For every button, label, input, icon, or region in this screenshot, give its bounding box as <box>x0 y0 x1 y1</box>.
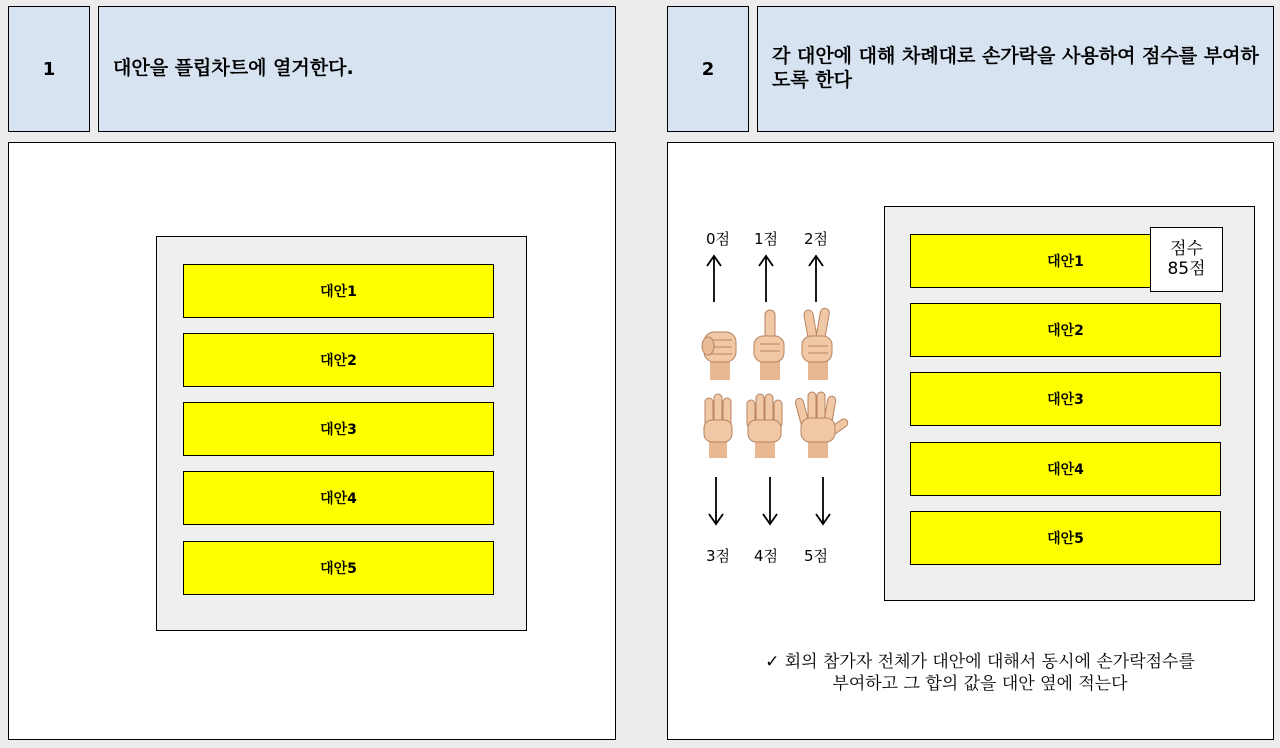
hand-4-fingers-icon <box>744 392 786 458</box>
left-alternative-2: 대안2 <box>183 333 494 387</box>
score-box <box>1150 227 1223 292</box>
right-alternative-2: 대안2 <box>910 303 1221 357</box>
down-arrow-icon <box>760 475 780 527</box>
step-1-number: 1 <box>8 6 90 132</box>
left-alternative-5: 대안5 <box>183 541 494 595</box>
score-label-5: 5점 <box>803 547 829 565</box>
note-text-1: 회의 참가자 전체가 대안에 대해서 동시에 손가락점수를 <box>784 652 1195 672</box>
note-line-1 <box>700 651 1260 673</box>
left-alternative-4: 대안4 <box>183 471 494 525</box>
note-line-2: 부여하고 그 합의 값을 대안 옆에 적는다 <box>832 674 1128 695</box>
score-box-label: 점수 <box>1170 238 1203 259</box>
checkmark-icon: ✓ <box>765 652 780 672</box>
left-alternative-1: 대안1 <box>183 264 494 318</box>
up-arrow-icon <box>756 254 776 304</box>
fist-0-fingers-icon <box>700 322 740 380</box>
step-2-text: 각 대안에 대해 차례대로 손가락을 사용하여 점수를 부여하도록 한다 <box>757 6 1274 132</box>
up-arrow-icon <box>806 254 826 304</box>
note <box>700 651 1260 695</box>
up-arrow-icon <box>704 254 724 304</box>
score-label-2: 2점 <box>803 230 829 248</box>
right-alternative-3: 대안3 <box>910 372 1221 426</box>
score-label-0: 0점 <box>705 230 731 248</box>
hand-2-fingers-icon <box>798 306 836 380</box>
right-alternative-1: 대안1 <box>910 234 1221 288</box>
right-alternative-5: 대안5 <box>910 511 1221 565</box>
score-label-1: 1점 <box>753 230 779 248</box>
hand-1-finger-icon <box>750 308 788 380</box>
step-2-number: 2 <box>667 6 749 132</box>
hand-3-fingers-icon <box>700 392 736 458</box>
score-label-4: 4점 <box>753 547 779 565</box>
down-arrow-icon <box>706 475 726 527</box>
hand-5-fingers-icon <box>794 390 848 458</box>
down-arrow-icon <box>813 475 833 527</box>
score-box-value: 85점 <box>1167 258 1206 279</box>
score-label-3: 3점 <box>705 547 731 565</box>
left-alternative-3: 대안3 <box>183 402 494 456</box>
step-1-text: 대안을 플립차트에 열거한다. <box>98 6 616 132</box>
right-alternative-4: 대안4 <box>910 442 1221 496</box>
